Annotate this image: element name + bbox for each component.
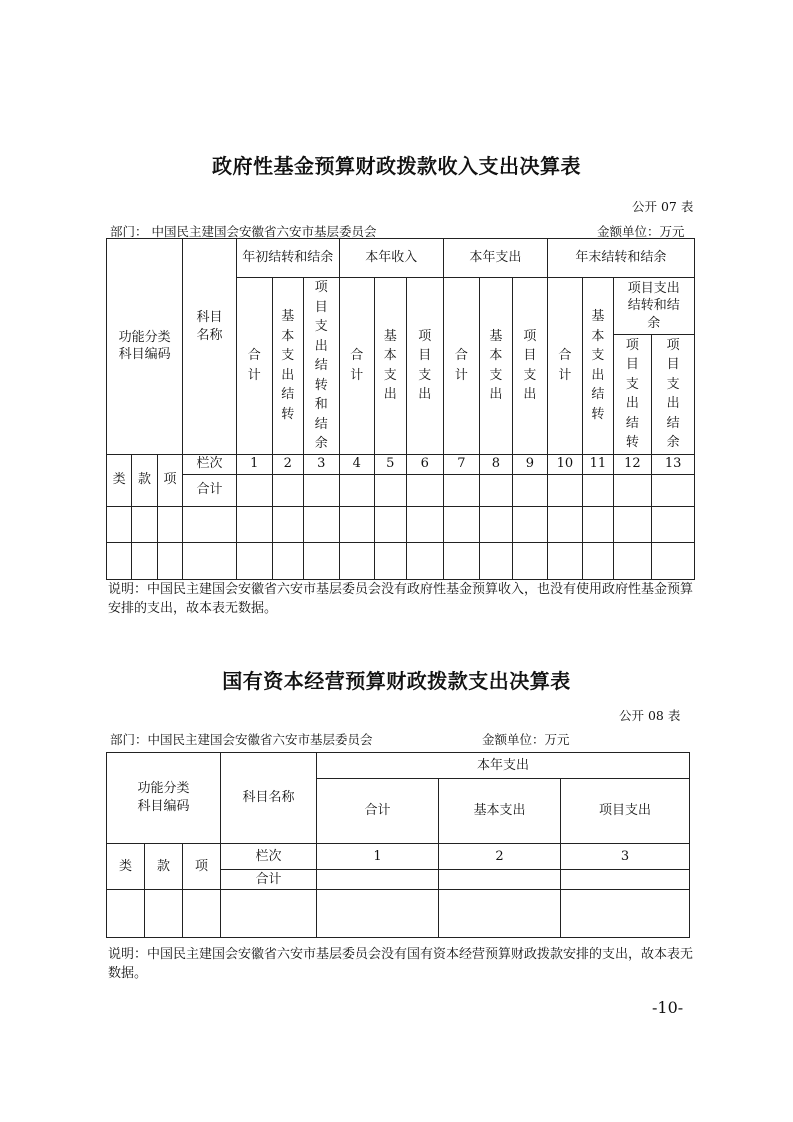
end-project-carry: 项目支出结转 [613,334,652,454]
col-number: 11 [583,454,613,474]
report2-unit: 金额单位：万元 [482,732,570,747]
begin-balance-header: 年初结转和结余 [236,239,339,278]
income-header: 本年收入 [339,239,444,278]
table-cell [652,474,695,506]
income-basic: 基本支出 [375,278,406,455]
col-number: 2 [439,844,561,870]
lei-label: 类 [107,454,132,506]
end-basic-carry: 基本支出结转 [583,278,613,455]
col-number: 5 [375,454,406,474]
xiang-label: 项 [183,844,221,890]
kuan-label: 款 [132,454,157,506]
income-total: 合计 [339,278,375,455]
table-cell [236,474,272,506]
report2-dept: 部门：中国民主建国会安徽省六安市基层委员会 [110,732,373,747]
table-cell [339,474,375,506]
subject-name-header: 科目名称 [183,239,237,455]
begin-project-carry: 项目支出结转和结余 [303,278,339,455]
report1-table [106,238,695,580]
table-cell [317,870,439,890]
lei-label: 类 [107,844,145,890]
col-number: 3 [303,454,339,474]
report2-table [106,752,690,938]
expense-header: 本年支出 [317,753,690,779]
report2-title: 国有资本经营预算财政拨款支出决算表 [222,669,571,693]
page-number: -10- [652,998,684,1017]
report2-code: 公开 08 表 [619,708,681,723]
expense-header: 本年支出 [444,239,548,278]
lanci-label: 栏次 [183,454,237,474]
lanci-label: 栏次 [221,844,317,870]
col-number: 10 [547,454,583,474]
end-total: 合计 [547,278,583,455]
col-number: 2 [272,454,303,474]
heji-label: 合计 [221,870,317,890]
report1-note: 说明：中国民主建国会安徽省六安市基层委员会没有政府性基金预算收入，也没有使用政府性基金预算安排的支出，故本表无数据。 [108,582,694,616]
expense-total: 合计 [317,779,439,844]
expense-project: 项目支出 [513,278,548,455]
table-cell [439,870,561,890]
col-number: 8 [479,454,513,474]
table-cell [561,870,690,890]
report1-code: 公开 07 表 [632,199,694,214]
table-cell [303,474,339,506]
table-cell [406,474,444,506]
table-cell [375,474,406,506]
table-row [107,890,690,938]
col-number: 13 [652,454,695,474]
table-cell [547,474,583,506]
report1-title: 政府性基金预算财政拨款收入支出决算表 [212,154,581,178]
report2-note: 说明：中国民主建国会安徽省六安市基层委员会没有国有资本经营预算财政拨款安排的支出，故本表无数据。 [108,947,694,981]
table-cell [613,474,652,506]
end-project-carry-balance: 项目支出结转和结余 [613,278,694,335]
end-balance-header: 年末结转和结余 [547,239,694,278]
func-class-header: 功能分类科目编码 [107,753,221,844]
report1-dept: 部门： 中国民主建国会安徽省六安市基层委员会 [110,224,377,239]
col-number: 4 [339,454,375,474]
table-cell [272,474,303,506]
col-number: 9 [513,454,548,474]
heji-label: 合计 [183,474,237,506]
begin-basic-carry: 基本支出结转 [272,278,303,455]
col-number: 7 [444,454,480,474]
func-class-header: 功能分类科目编码 [107,239,183,455]
table-row [107,542,695,579]
col-number: 1 [317,844,439,870]
kuan-label: 款 [145,844,183,890]
xiang-label: 项 [157,454,182,506]
col-number: 3 [561,844,690,870]
col-number: 1 [236,454,272,474]
col-number: 6 [406,454,444,474]
begin-total: 合计 [236,278,272,455]
expense-basic: 基本支出 [479,278,513,455]
table-row [107,506,695,542]
expense-project: 项目支出 [561,779,690,844]
table-cell [479,474,513,506]
col-number: 12 [613,454,652,474]
end-project-balance: 项目支出结余 [652,334,695,454]
table-cell [583,474,613,506]
subject-name-header: 科目名称 [221,753,317,844]
table-cell [444,474,480,506]
report1-unit: 金额单位：万元 [597,224,685,239]
table-cell [513,474,548,506]
expense-basic: 基本支出 [439,779,561,844]
expense-total: 合计 [444,278,480,455]
income-project: 项目支出 [406,278,444,455]
